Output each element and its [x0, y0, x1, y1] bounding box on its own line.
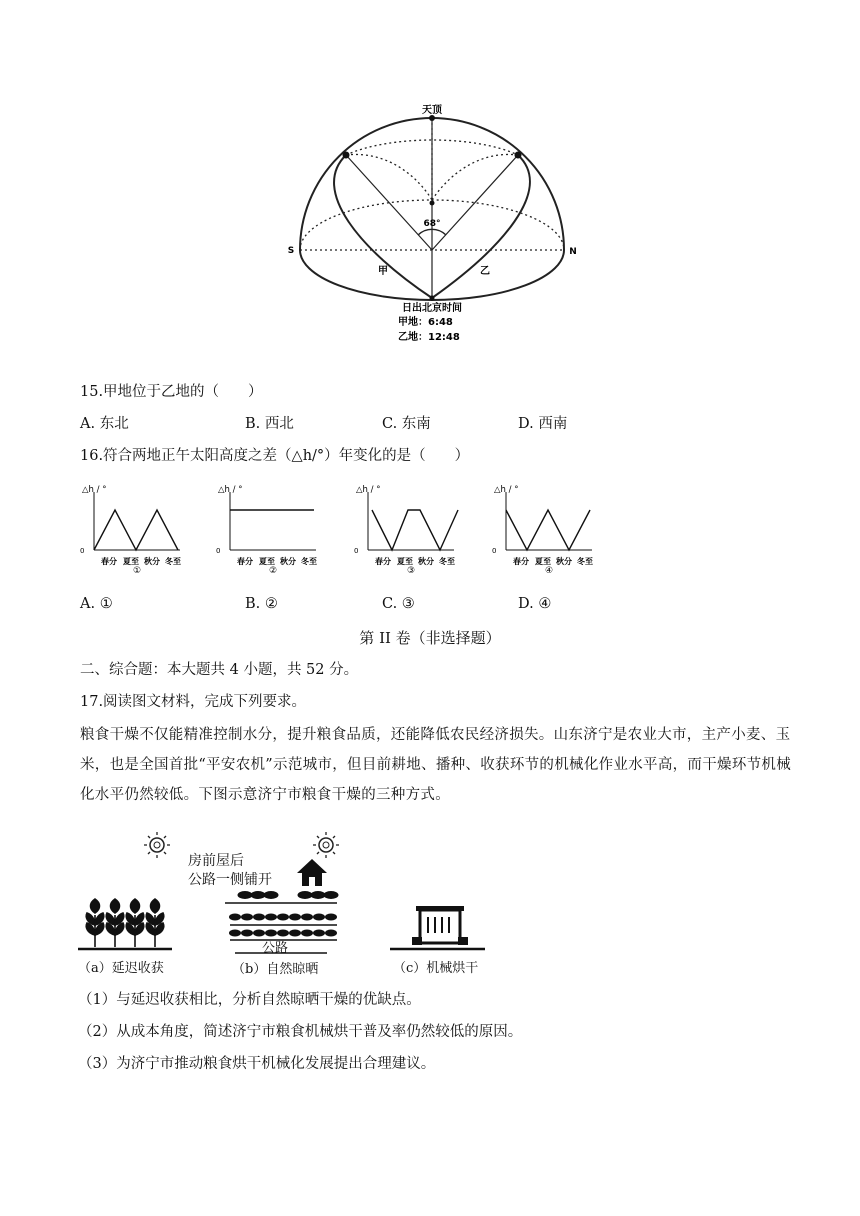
tick-label: 春分 — [101, 557, 117, 566]
sunrise-jia: 甲地：6:48 — [398, 317, 453, 328]
section2-title: 第 II 卷（非选择题） — [359, 629, 501, 647]
q17-sub2: （2）从成本角度，简述济宁市粮食机械烘干普及率仍然较低的原因。 — [78, 1024, 523, 1040]
noon-point-yi — [515, 152, 522, 159]
chart-number-label: ① — [132, 566, 142, 575]
series-line — [94, 510, 178, 550]
q17-material: 粮食干燥不仅能精准控制水分，提升粮食品质，还能降低农民经济损失。山东济宁是农业大市，主产小麦、玉米，也是全国首批“平安农机”示范城市，但目前耕地、播种、收获环节的机械化作业水平高，而干燥环节机械化水平仍然较低。下图示意济宁市粮食干燥的三种方式。 — [80, 727, 792, 803]
chart-number-label: ② — [268, 566, 278, 575]
tick-label: 夏至 — [123, 557, 139, 566]
q15-option-c[interactable]: C. 东南 — [382, 416, 431, 432]
q17-sub1: （1）与延迟收获相比，分析自然晾晒干燥的优缺点。 — [78, 992, 421, 1008]
sunrise-title: 日出北京时间 — [402, 303, 462, 314]
origin-label: 0 — [492, 547, 497, 555]
tick-label: 夏至 — [397, 557, 413, 566]
q15-option-a[interactable]: A. 东北 — [80, 416, 129, 432]
tick-label: 春分 — [513, 557, 529, 566]
south-label: S — [287, 246, 295, 256]
caption-a: （a）延迟收获 — [78, 961, 164, 976]
celestial-sphere-diagram — [280, 100, 580, 345]
sun-path-yi-back — [432, 154, 518, 200]
q16-chart-2 — [208, 480, 338, 575]
angle-label: 68° — [423, 219, 441, 229]
tick-label: 秋分 — [418, 557, 434, 566]
zenith-label: 天顶 — [422, 105, 442, 116]
house-label-1: 房前屋后 — [188, 853, 244, 869]
caption-b: （b）自然晾晒 — [232, 962, 319, 977]
origin-label: 0 — [80, 547, 85, 555]
sunrise-yi: 乙地：12:48 — [398, 332, 460, 343]
q16-option-b[interactable]: B. ② — [245, 596, 278, 612]
chart-number-label: ③ — [406, 566, 416, 575]
tick-label: 春分 — [237, 557, 253, 566]
tick-label: 冬至 — [165, 557, 181, 566]
jia-label: 甲 — [378, 266, 388, 277]
q17-sub3: （3）为济宁市推动粮食烘干机械化发展提出合理建议。 — [78, 1056, 436, 1072]
wheat-icon — [78, 899, 172, 949]
origin-label: 0 — [354, 547, 359, 555]
q16-chart-4 — [484, 480, 614, 575]
y-axis-label: △h / ° — [494, 485, 519, 495]
tick-label: 春分 — [375, 557, 391, 566]
sun-icon — [313, 832, 339, 858]
q15-option-d[interactable]: D. 西南 — [518, 416, 568, 432]
q16-option-d[interactable]: D. ④ — [518, 596, 552, 612]
tick-label: 冬至 — [577, 557, 593, 566]
house-icon — [297, 859, 327, 886]
sun-icon — [144, 832, 170, 858]
dryer-machine-icon — [390, 906, 485, 949]
tick-label: 冬至 — [439, 557, 455, 566]
yi-label: 乙 — [480, 266, 490, 277]
house-label-2: 公路一侧铺开 — [188, 872, 272, 888]
sun-path-jia-back — [346, 154, 432, 200]
series-line — [506, 510, 590, 550]
noon-point-jia — [343, 152, 350, 159]
tick-label: 夏至 — [535, 557, 551, 566]
grain-piles-icon — [225, 892, 338, 941]
tick-label: 秋分 — [144, 557, 160, 566]
q16-chart-1 — [72, 480, 202, 575]
y-axis-label: △h / ° — [356, 485, 381, 495]
tick-label: 秋分 — [556, 557, 572, 566]
pole-point — [430, 201, 435, 206]
section2-intro: 二、综合题：本大题共 4 小题，共 52 分。 — [80, 662, 359, 678]
tick-label: 秋分 — [280, 557, 296, 566]
ray-yi — [432, 155, 518, 250]
caption-c: （c）机械烘干 — [393, 961, 479, 976]
series-line — [372, 510, 458, 550]
y-axis-label: △h / ° — [82, 485, 107, 495]
q17-stem: 17.阅读图文材料，完成下列要求。 — [80, 694, 307, 710]
north-label: N — [569, 247, 577, 257]
q16-chart-3 — [346, 480, 476, 575]
road-label: 公路 — [262, 941, 289, 956]
tick-label: 夏至 — [259, 557, 275, 566]
q15-option-b[interactable]: B. 西北 — [245, 416, 294, 432]
tick-label: 冬至 — [301, 557, 317, 566]
q15-stem: 15.甲地位于乙地的（ ） — [80, 384, 263, 400]
q16-stem: 16.符合两地正午太阳高度之差（△h/°）年变化的是（ ） — [80, 448, 470, 464]
chart-number-label: ④ — [544, 566, 554, 575]
q16-option-a[interactable]: A. ① — [80, 596, 113, 612]
sunrise-point — [430, 296, 435, 301]
y-axis-label: △h / ° — [218, 485, 243, 495]
origin-label: 0 — [216, 547, 221, 555]
q16-option-c[interactable]: C. ③ — [382, 596, 415, 612]
